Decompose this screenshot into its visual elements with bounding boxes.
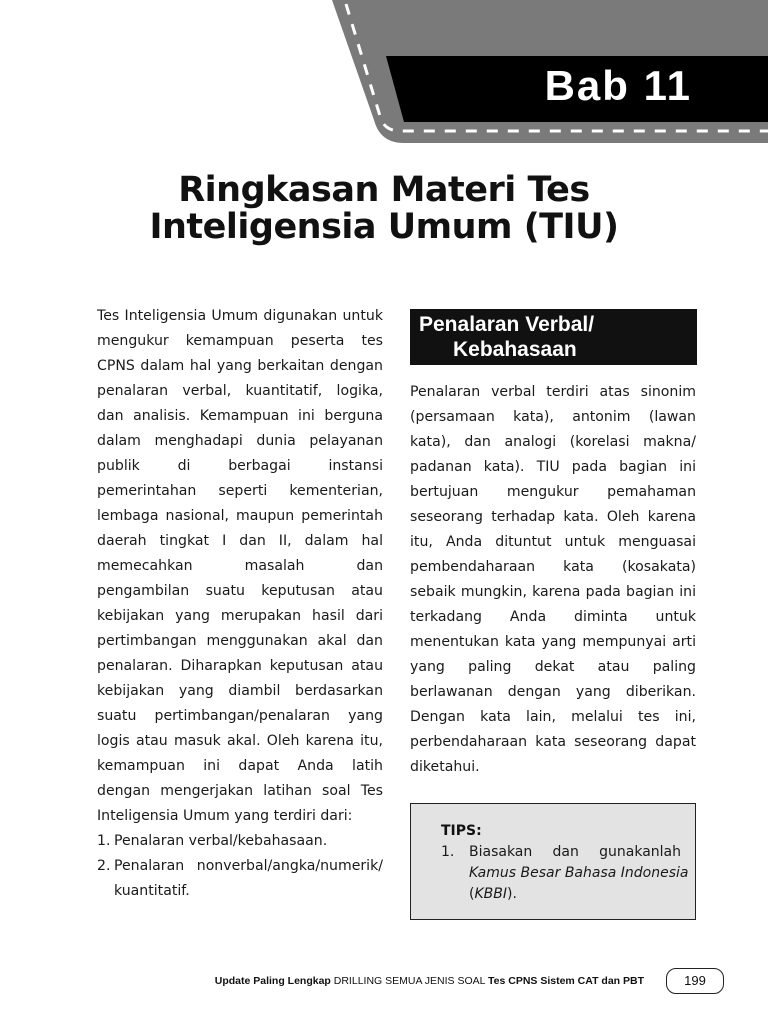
- list-item-text: Penalaran verbal/kebahasaan.: [114, 833, 328, 849]
- tips-item-line-2: Kamus Besar Bahasa Indonesia: [469, 865, 689, 881]
- list-item-text: Penalaran nonverbal/angka/numerik/ kuantitatif.: [114, 858, 383, 899]
- tips-title: TIPS:: [441, 823, 482, 839]
- page-number: 199: [666, 968, 724, 994]
- tips-item-number: 1.: [441, 844, 455, 860]
- section-heading: [410, 309, 697, 365]
- chapter-label: Bab 11: [544, 62, 692, 109]
- tips-open-paren: (: [469, 886, 475, 902]
- tips-close-paren: ).: [507, 886, 517, 902]
- page-title: [0, 172, 768, 246]
- footer-part-1: Update Paling Lengkap: [214, 975, 331, 987]
- chapter-banner: [0, 0, 768, 150]
- section-body: Penalaran verbal terdiri atas sinonim (persamaan kata), antonim (lawan kata), dan analogi (korelasi makna/ padanan kata). TIU pada bagian ini bertujuan mengukur pemahaman seseorang terhadap kata. Oleh karena itu, Anda dituntut untuk menguasai pembendaharaan kata (kosakata) sebaik mungkin, karena pada bagian ini terkadang Anda diminta untuk menentukan kata yang mempunyai arti yang paling dekat atau paling berlawanan dengan yang diberikan. Dengan kata lain, melalui tes ini, perbendaharaan kata seseorang dapat diketahui.: [410, 384, 696, 775]
- intro-paragraph: Tes Inteligensia Umum digunakan untuk mengukur kemampuan peserta tes CPNS dalam hal yang berkaitan dengan penalaran verbal, kuantitatif, logika, dan analisis. Kemampuan ini berguna dalam menghadapi dunia pelayanan publik di berbagai instansi pemerintahan seperti kementerian, lembaga nasional, maupun pemerintah daerah tingkat I dan II, dalam hal memecahkan masalah dan pengambilan suatu keputusan atau kebijakan yang merupakan hasil dari pertimbangan menggunakan akal dan penalaran. Diharapkan keputusan atau kebijakan yang diambil berdasarkan suatu pertimbangan/penalaran yang logis atau masuk akal. Oleh karena itu, kemampuan ini dapat Anda latih dengan mengerjakan latihan soal Tes Inteligensia Umum yang terdiri dari:: [97, 308, 383, 824]
- footer-part-2: DRILLING SEMUA JENIS SOAL: [333, 975, 486, 987]
- section-heading-line-1: Penalaran Verbal/: [419, 313, 595, 336]
- list-item: [97, 829, 383, 854]
- tips-item: [441, 842, 689, 905]
- tips-box: [410, 803, 696, 920]
- page-title-line-1: Ringkasan Materi Tes: [178, 170, 590, 210]
- tips-item-line-1: Biasakan dan gunakanlah: [469, 844, 681, 860]
- left-column: [97, 304, 383, 904]
- list-item-number: 1.: [97, 833, 111, 849]
- footer-part-3: Tes CPNS Sistem CAT dan PBT: [488, 975, 644, 987]
- test-types-list: [97, 829, 383, 904]
- list-item: [97, 854, 383, 904]
- footer: [0, 968, 768, 998]
- list-item-number: 2.: [97, 858, 111, 874]
- right-column: [410, 380, 696, 780]
- section-heading-line-2: Kebahasaan: [453, 338, 577, 361]
- footer-text: [215, 975, 644, 987]
- tips-abbreviation: KBBI: [474, 886, 507, 902]
- tips-item-line-3: [469, 884, 681, 905]
- page-title-line-2: Inteligensia Umum (TIU): [149, 207, 619, 247]
